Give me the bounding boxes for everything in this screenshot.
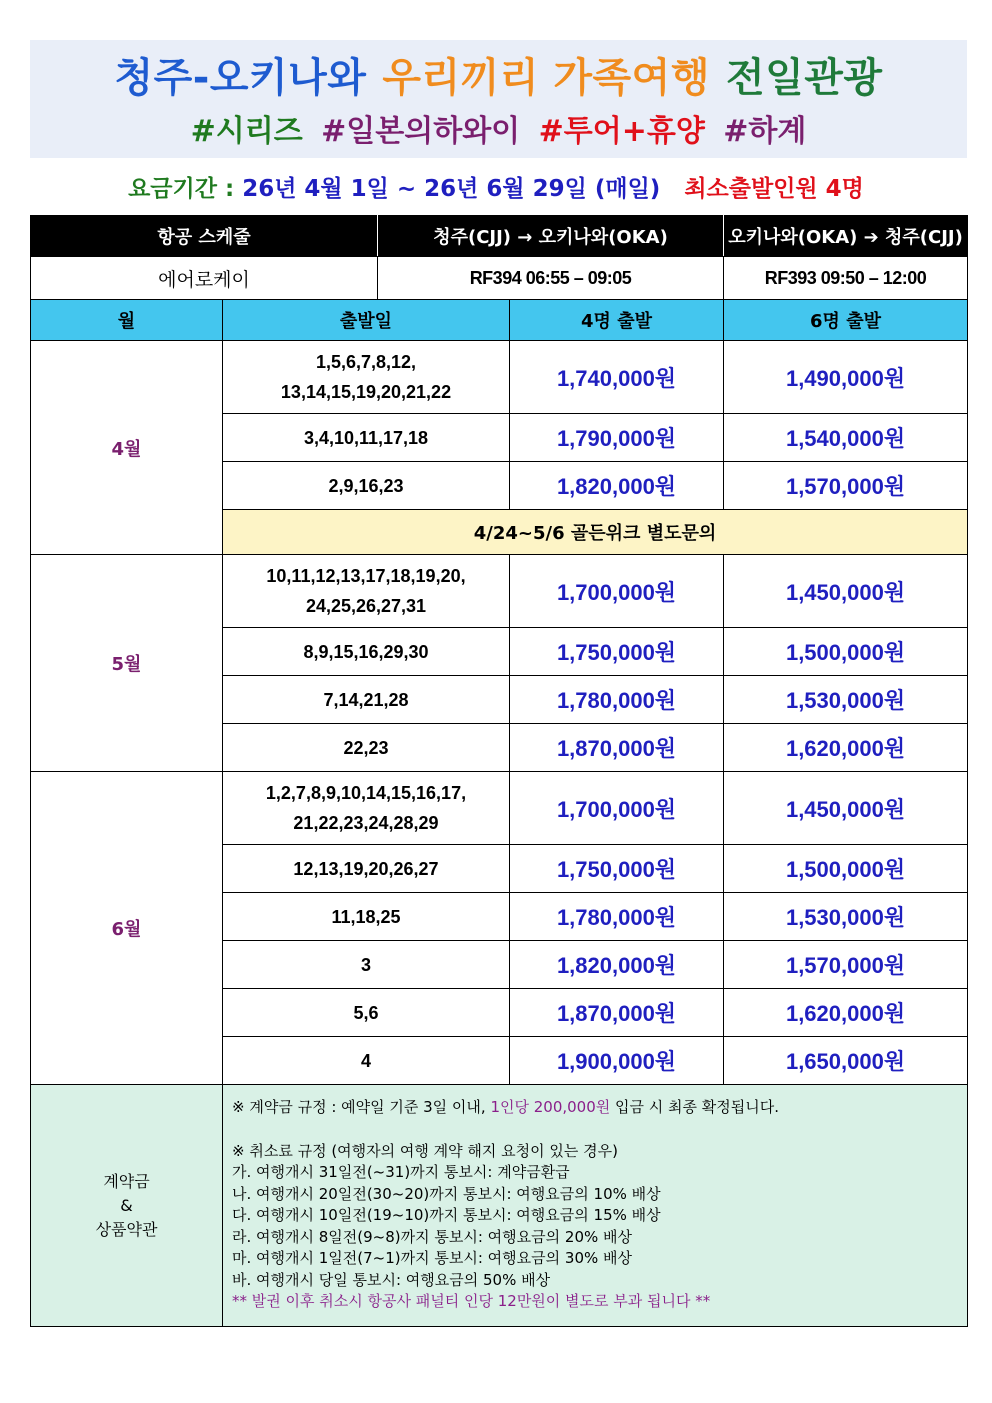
- cancel-line: 마. 여행개시 1일전(7~1)까지 통보시: 여행요금의 30% 배상: [232, 1249, 632, 1267]
- price-4-cell: 1,870,000원: [510, 989, 724, 1037]
- price-6-cell: 1,530,000원: [724, 893, 968, 941]
- title-tour: 전일관광: [725, 55, 883, 101]
- price-4-cell: 1,870,000원: [510, 724, 724, 772]
- price-4-cell: 1,820,000원: [510, 462, 724, 510]
- table-row: [31, 555, 968, 628]
- dates-cell: 3,4,10,11,17,18: [223, 414, 510, 462]
- header-banner: [30, 40, 967, 158]
- col-month: 월: [31, 300, 223, 341]
- cancel-line: 가. 여행개시 31일전(~31)까지 통보시: 계약금환급: [232, 1163, 570, 1181]
- price-4-cell: 1,750,000원: [510, 845, 724, 893]
- cancel-line: 다. 여행개시 10일전(19~10)까지 통보시: 여행요금의 15% 배상: [232, 1206, 661, 1224]
- tag-summer: #하계: [723, 114, 807, 149]
- dates-cell: 3: [223, 941, 510, 989]
- flight-row: [31, 257, 968, 300]
- price-4-cell: 1,780,000원: [510, 893, 724, 941]
- price-6-cell: 1,500,000원: [724, 628, 968, 676]
- period-label: 요금기간 :: [128, 176, 243, 202]
- outbound-flight: RF394 06:55 – 09:05: [378, 257, 724, 300]
- dates-cell: 2,9,16,23: [223, 462, 510, 510]
- table-row: [31, 341, 968, 414]
- hashtags: [30, 106, 967, 150]
- price-6-cell: 1,570,000원: [724, 462, 968, 510]
- price-6-cell: 1,530,000원: [724, 676, 968, 724]
- month-cell: 4월: [31, 341, 223, 555]
- month-cell: 5월: [31, 555, 223, 772]
- dates-cell: 12,13,19,20,26,27: [223, 845, 510, 893]
- inbound-header: 오키나와(OKA) ➔ 청주(CJJ): [724, 216, 968, 257]
- dates-cell: 10,11,12,13,17,18,19,20, 24,25,26,27,31: [223, 555, 510, 628]
- golden-week-note: 4/24~5/6 골든위크 별도문의: [223, 510, 968, 555]
- dates-cell: 5,6: [223, 989, 510, 1037]
- outbound-header: 청주(CJJ) → 오키나와(OKA): [378, 216, 724, 257]
- price-4-cell: 1,740,000원: [510, 341, 724, 414]
- price-6-cell: 1,450,000원: [724, 555, 968, 628]
- fare-period: [0, 170, 992, 203]
- period-range: 26년 4월 1일 ~ 26년 6월 29일 (매일): [242, 176, 661, 202]
- price-header-row: [31, 300, 968, 341]
- col-price-6: 6명 출발: [724, 300, 968, 341]
- terms-row: [31, 1085, 968, 1327]
- penalty-note: ** 발권 이후 취소시 항공사 패널티 인당 12만원이 별도로 부과 됩니다 **: [232, 1292, 711, 1310]
- cancel-line: 바. 여행개시 당일 통보시: 여행요금의 50% 배상: [232, 1270, 551, 1289]
- dates-cell: 1,5,6,7,8,12, 13,14,15,19,20,21,22: [223, 341, 510, 414]
- tag-hawaii: #일본의하와이: [321, 114, 521, 149]
- title-route: 청주-오키나와: [114, 55, 367, 101]
- col-price-4: 4명 출발: [510, 300, 724, 341]
- terms-content: [223, 1085, 968, 1327]
- title-theme: 우리끼리 가족여행: [382, 55, 710, 101]
- dates-cell: 7,14,21,28: [223, 676, 510, 724]
- price-4-cell: 1,780,000원: [510, 676, 724, 724]
- page-title: [30, 46, 967, 103]
- cancel-line: 나. 여행개시 20일전(30~20)까지 통보시: 여행요금의 10% 배상: [232, 1184, 661, 1203]
- price-6-cell: 1,540,000원: [724, 414, 968, 462]
- price-6-cell: 1,620,000원: [724, 724, 968, 772]
- price-6-cell: 1,570,000원: [724, 941, 968, 989]
- flight-header-row: [31, 216, 968, 257]
- price-6-cell: 1,620,000원: [724, 989, 968, 1037]
- price-4-cell: 1,820,000원: [510, 941, 724, 989]
- cancel-title: ※ 취소료 규정 (여행자의 여행 계약 해지 요청이 있는 경우): [232, 1141, 618, 1160]
- dates-cell: 11,18,25: [223, 893, 510, 941]
- price-6-cell: 1,500,000원: [724, 845, 968, 893]
- price-4-cell: 1,700,000원: [510, 555, 724, 628]
- price-4-cell: 1,750,000원: [510, 628, 724, 676]
- dates-cell: 8,9,15,16,29,30: [223, 628, 510, 676]
- price-4-cell: 1,790,000원: [510, 414, 724, 462]
- price-4-cell: 1,900,000원: [510, 1037, 724, 1085]
- dates-cell: 1,2,7,8,9,10,14,15,16,17, 21,22,23,24,28,29: [223, 772, 510, 845]
- min-people: 최소출발인원 4명: [684, 176, 864, 202]
- price-6-cell: 1,490,000원: [724, 341, 968, 414]
- tag-tour-rest: #투어+휴양: [538, 114, 705, 149]
- fare-table: [30, 215, 968, 1327]
- tag-series: #시리즈: [190, 114, 303, 149]
- inbound-flight: RF393 09:50 – 12:00: [724, 257, 968, 300]
- price-6-cell: 1,450,000원: [724, 772, 968, 845]
- deposit-rule: ※ 계약금 규정 : 예약일 기준 3일 이내, 1인당 200,000원 입금 시 최종 확정됩니다.: [232, 1098, 780, 1116]
- table-row: [31, 772, 968, 845]
- col-dates: 출발일: [223, 300, 510, 341]
- price-6-cell: 1,650,000원: [724, 1037, 968, 1085]
- terms-label: 계약금 & 상품약관: [31, 1085, 223, 1327]
- dates-cell: 4: [223, 1037, 510, 1085]
- month-cell: 6월: [31, 772, 223, 1085]
- dates-cell: 22,23: [223, 724, 510, 772]
- cancel-line: 라. 여행개시 8일전(9~8)까지 통보시: 여행요금의 20% 배상: [232, 1227, 632, 1246]
- price-4-cell: 1,700,000원: [510, 772, 724, 845]
- flight-schedule-header: 항공 스케줄: [31, 216, 378, 257]
- airline-name: 에어로케이: [31, 257, 378, 300]
